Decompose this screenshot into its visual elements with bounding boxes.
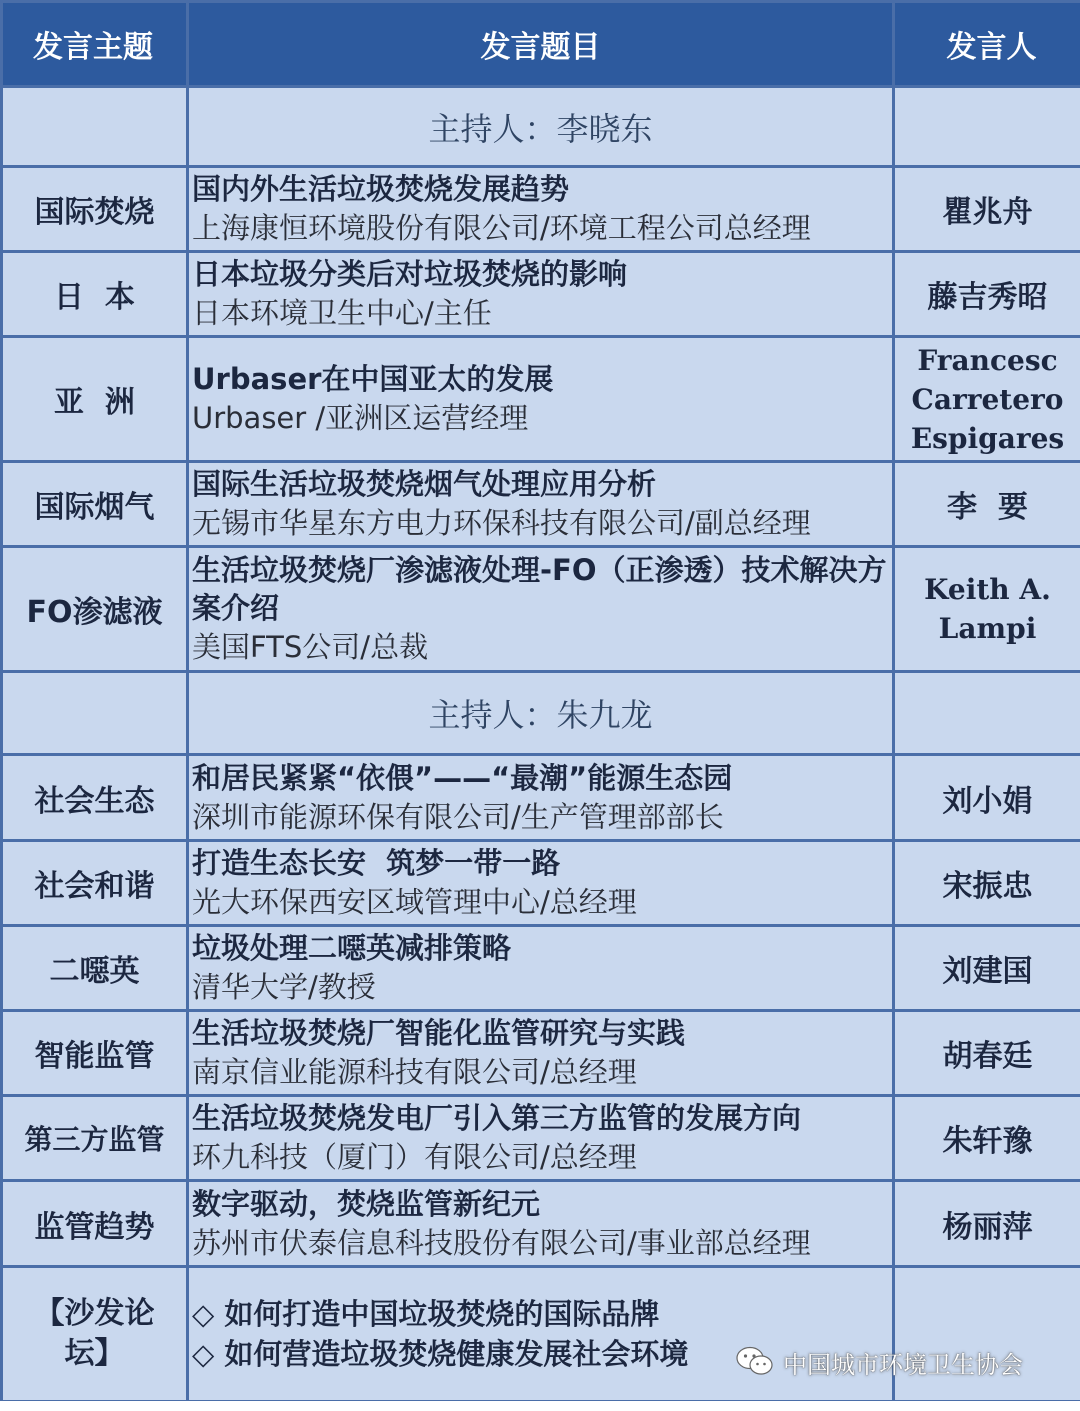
header-speaker: 发言人 — [894, 2, 1080, 87]
table-row — [2, 1181, 1080, 1267]
host-row — [2, 672, 1080, 755]
talk-org: 上海康恒环境股份有限公司/环境工程公司总经理 — [192, 211, 811, 245]
speaker-cell — [894, 547, 1080, 672]
talk-cell — [188, 252, 894, 337]
talk-cell — [188, 1181, 894, 1267]
topic-cell: FO渗滤液 — [2, 547, 188, 672]
topic-cell: 智能监管 — [2, 1011, 188, 1096]
host-label: 主持人：李晓东 — [188, 87, 894, 167]
talk-org: 苏州市伏泰信息科技股份有限公司/事业部总经理 — [192, 1225, 811, 1260]
speaker-line: Francesc — [917, 343, 1058, 377]
talk-org: 日本环境卫生中心/主任 — [192, 296, 492, 330]
talk-title: 国际生活垃圾焚烧烟气处理应用分析 — [192, 467, 657, 501]
talk-cell — [188, 1011, 894, 1096]
topic-cell: 监管趋势 — [2, 1181, 188, 1267]
table-header-row — [2, 2, 1080, 87]
watermark — [735, 1338, 1023, 1386]
talk-cell — [188, 337, 894, 462]
speaker-line: Espigares — [910, 421, 1065, 455]
talk-cell — [188, 755, 894, 841]
host-label: 主持人：朱九龙 — [188, 672, 894, 755]
table-row — [2, 926, 1080, 1011]
forum-topic: 【沙发论坛】 — [2, 1267, 188, 1402]
talk-title: 生活垃圾焚烧厂渗滤液处理-FO（正渗透）技术解决方案介绍 — [192, 553, 887, 625]
speaker-line: Keith A. — [924, 573, 1051, 606]
talk-title: 日本垃圾分类后对垃圾焚烧的影响 — [192, 257, 628, 291]
talk-org: 无锡市华星东方电力环保科技有限公司/副总经理 — [192, 506, 811, 540]
talk-title: 生活垃圾焚烧厂智能化监管研究与实践 — [192, 1016, 686, 1050]
talk-org: 清华大学/教授 — [192, 970, 376, 1004]
talk-org: 南京信业能源科技有限公司/总经理 — [192, 1055, 637, 1089]
forum-item: ◇ 如何营造垃圾焚烧健康发展社会环境 — [192, 1337, 689, 1371]
talk-cell — [188, 167, 894, 252]
speaker-cell: 刘小娟 — [894, 755, 1080, 841]
speaker-cell: 宋振忠 — [894, 841, 1080, 926]
talk-cell — [188, 926, 894, 1011]
bottom-margin — [0, 1401, 1080, 1411]
host-row — [2, 87, 1080, 167]
topic-cell: 社会生态 — [2, 755, 188, 841]
speaker-line: Lampi — [938, 612, 1037, 645]
forum-item: ◇ 如何打造中国垃圾焚烧的国际品牌 — [192, 1297, 660, 1331]
table-row — [2, 1011, 1080, 1096]
table-row — [2, 1096, 1080, 1181]
table-row — [2, 167, 1080, 252]
table-row — [2, 841, 1080, 926]
talk-title: Urbaser在中国亚太的发展 — [192, 362, 554, 396]
header-topic: 发言主题 — [2, 2, 188, 87]
speaker-cell: 瞿兆舟 — [894, 167, 1080, 252]
topic-cell: 第三方监管 — [2, 1096, 188, 1181]
talk-org: 光大环保西安区域管理中心/总经理 — [192, 885, 637, 919]
table-row — [2, 337, 1080, 462]
table-row — [2, 252, 1080, 337]
speaker-cell: 藤吉秀昭 — [894, 252, 1080, 337]
talk-org: Urbaser /亚洲区运营经理 — [192, 401, 529, 435]
table-row — [2, 547, 1080, 672]
topic-cell: 国际焚烧 — [2, 167, 188, 252]
talk-title: 国内外生活垃圾焚烧发展趋势 — [192, 172, 570, 206]
speaker-cell: 刘建国 — [894, 926, 1080, 1011]
table-row — [2, 755, 1080, 841]
topic-cell: 国际烟气 — [2, 462, 188, 547]
talk-title: 数字驱动，焚烧监管新纪元 — [192, 1186, 541, 1221]
topic-cell: 社会和谐 — [2, 841, 188, 926]
talk-title: 和居民紧紧“依偎”——“最潮”能源生态园 — [192, 760, 733, 795]
talk-org: 美国FTS公司/总裁 — [192, 630, 429, 664]
talk-cell — [188, 841, 894, 926]
speaker-cell: 朱轩豫 — [894, 1096, 1080, 1181]
speaker-cell — [894, 337, 1080, 462]
talk-cell — [188, 1096, 894, 1181]
speaker-cell: 李 要 — [894, 462, 1080, 547]
speaker-line: Carretero — [911, 382, 1064, 416]
speaker-cell: 杨丽萍 — [894, 1181, 1080, 1267]
talk-title: 打造生态长安 筑梦一带一路 — [192, 846, 561, 880]
talk-cell — [188, 547, 894, 672]
talk-org: 环九科技（厦门）有限公司/总经理 — [192, 1140, 637, 1174]
topic-cell: 二噁英 — [2, 926, 188, 1011]
talk-cell — [188, 462, 894, 547]
wechat-icon — [735, 1345, 775, 1379]
talk-title: 垃圾处理二噁英减排策略 — [192, 931, 512, 965]
speaker-cell: 胡春廷 — [894, 1011, 1080, 1096]
talk-org: 深圳市能源环保有限公司/生产管理部部长 — [192, 799, 724, 834]
talk-title: 生活垃圾焚烧发电厂引入第三方监管的发展方向 — [192, 1101, 802, 1135]
watermark-text: 中国城市环境卫生协会 — [783, 1350, 1023, 1379]
header-title: 发言题目 — [188, 2, 894, 87]
topic-cell: 日 本 — [2, 252, 188, 337]
topic-cell: 亚 洲 — [2, 337, 188, 462]
table-row — [2, 462, 1080, 547]
